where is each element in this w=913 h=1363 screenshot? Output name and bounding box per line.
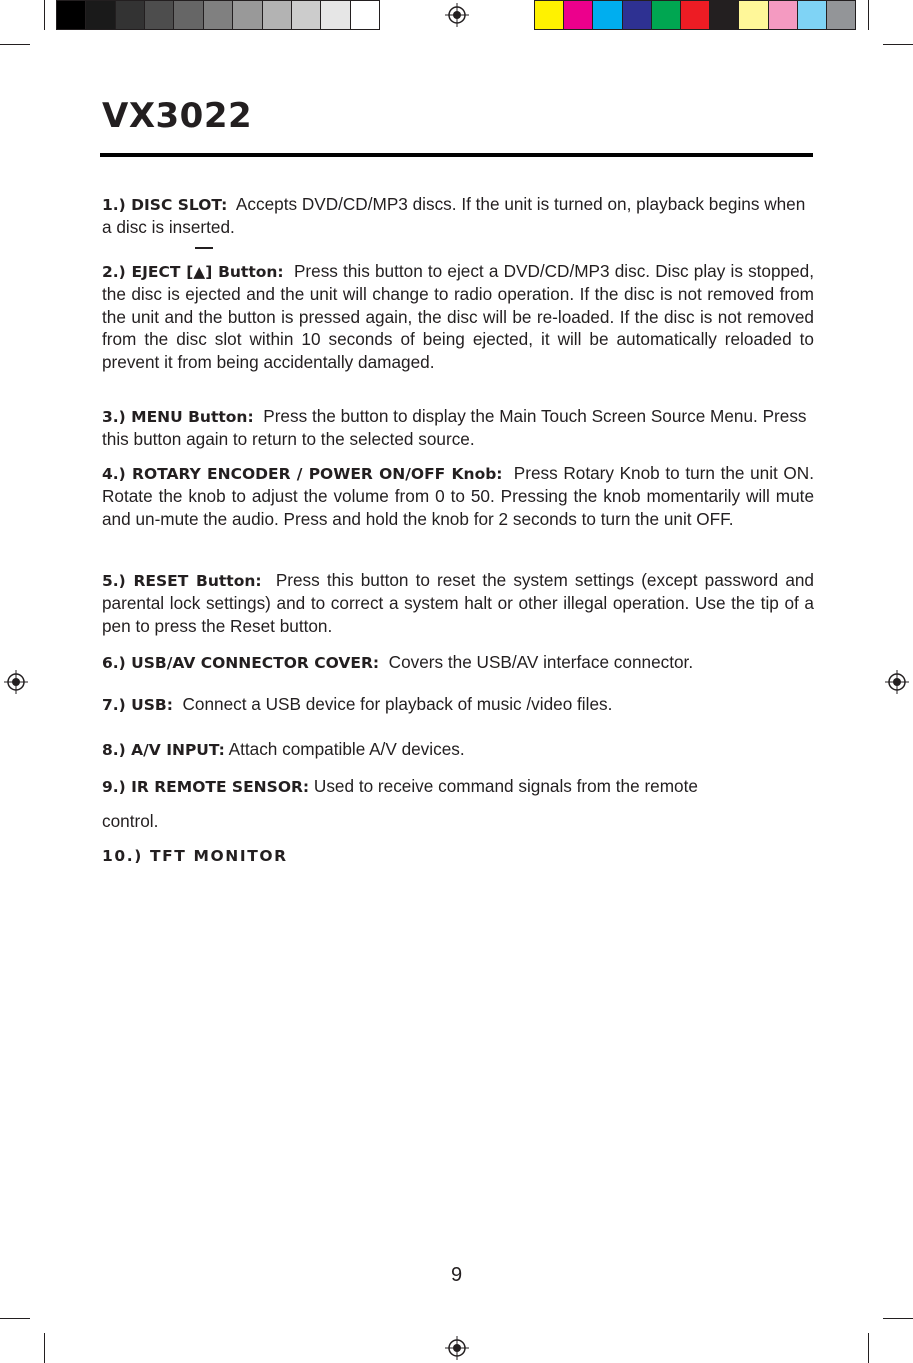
color-swatch: [710, 1, 739, 29]
page-number: 9: [450, 1264, 463, 1286]
registration-mark-icon: [4, 670, 28, 694]
color-swatch: [174, 1, 203, 29]
color-swatch: [263, 1, 292, 29]
registration-mark-icon: [445, 3, 469, 27]
color-swatch: [769, 1, 798, 29]
list-item: [102, 569, 814, 637]
eject-overline: [195, 247, 213, 249]
list-item-continuation: [102, 810, 814, 832]
item-text: Press this button to eject a DVD/CD/MP3 disc. Disc play is stopped, the disc is ejected and the unit will change to radio operation. If the disc is not removed from the unit and the button is pressed again, the disc will be re-loaded. If the disc is not removed from the disc slot within 10 seconds of being ejected, it will be automatically reloaded to prevent it from being accidentally damaged.: [102, 261, 815, 372]
list-item: [102, 651, 814, 674]
page-title: VX3022: [102, 96, 253, 136]
color-swatch: [116, 1, 145, 29]
crop-mark: [868, 1333, 869, 1363]
crop-mark: [0, 44, 30, 45]
color-swatch: [351, 1, 379, 29]
item-text: Covers the USB/AV interface connector.: [388, 652, 694, 672]
item-label: 10.) TFT MONITOR: [102, 847, 288, 865]
item-text: Connect a USB device for playback of music /video files.: [182, 694, 613, 714]
color-swatch: [827, 1, 855, 29]
color-swatch: [292, 1, 321, 29]
crop-mark: [883, 1318, 913, 1319]
color-swatch: [652, 1, 681, 29]
item-label: 5.) RESET Button:: [102, 572, 262, 590]
item-label: 7.) USB:: [102, 696, 173, 714]
color-swatch: [798, 1, 827, 29]
color-calibration-bar: [534, 0, 856, 30]
label-prefix: 2.) EJECT [: [102, 263, 194, 281]
eject-icon: ▲: [193, 263, 206, 281]
color-swatch: [233, 1, 262, 29]
crop-mark: [44, 1333, 45, 1363]
list-item: [102, 462, 814, 530]
crop-mark: [868, 0, 869, 30]
color-swatch: [535, 1, 564, 29]
item-label: 6.) USB/AV CONNECTOR COVER:: [102, 654, 380, 672]
list-item: [102, 193, 814, 239]
crop-mark: [0, 1318, 30, 1319]
item-label: 9.) IR REMOTE SENSOR:: [102, 778, 310, 796]
item-label: 3.) MENU Button:: [102, 408, 254, 426]
list-item: [102, 775, 814, 798]
item-label: 4.) ROTARY ENCODER / POWER ON/OFF Knob:: [102, 465, 503, 483]
item-text: Attach compatible A/V devices.: [228, 739, 465, 759]
color-swatch: [145, 1, 174, 29]
list-item: [102, 260, 814, 373]
registration-mark-icon: [885, 670, 909, 694]
item-label: 1.) DISC SLOT:: [102, 196, 228, 214]
item-text: Press this button to reset the system settings (except password and parental lock settings) and to correct a system halt or other illegal operation. Use the tip of a pen to press the Reset button.: [102, 570, 814, 636]
color-swatch: [86, 1, 115, 29]
color-swatch: [321, 1, 350, 29]
grayscale-calibration-bar: [56, 0, 380, 30]
list-item: [102, 405, 814, 451]
color-swatch: [623, 1, 652, 29]
list-item: [102, 693, 814, 716]
list-item: [102, 738, 814, 761]
color-swatch: [204, 1, 233, 29]
label-suffix: ] Button:: [205, 263, 284, 281]
color-swatch: [57, 1, 86, 29]
crop-mark: [883, 44, 913, 45]
color-swatch: [564, 1, 593, 29]
item-label: 8.) A/V INPUT:: [102, 741, 225, 759]
registration-mark-icon: [445, 1336, 469, 1360]
item-text: control.: [102, 811, 159, 831]
color-swatch: [593, 1, 622, 29]
item-label: [102, 263, 284, 281]
crop-mark: [44, 0, 45, 30]
title-rule: [100, 153, 813, 157]
item-text: Used to receive command signals from the remote: [313, 776, 698, 796]
color-swatch: [681, 1, 710, 29]
item-text: Accepts DVD/CD/MP3 discs. If the unit is turned on, playback begins when a disc is inserted.: [102, 194, 806, 238]
item-text: Press Rotary Knob to turn the unit ON. Rotate the knob to adjust the volume from 0 to 50. Pressing the knob momentarily will mute and un-mute the audio. Press and hold the knob for 2 seconds to turn the unit OFF.: [102, 463, 814, 529]
item-text: Press the button to display the Main Touch Screen Source Menu. Press this button again to return to the selected source.: [102, 406, 807, 450]
color-swatch: [739, 1, 768, 29]
list-item: [102, 844, 814, 867]
